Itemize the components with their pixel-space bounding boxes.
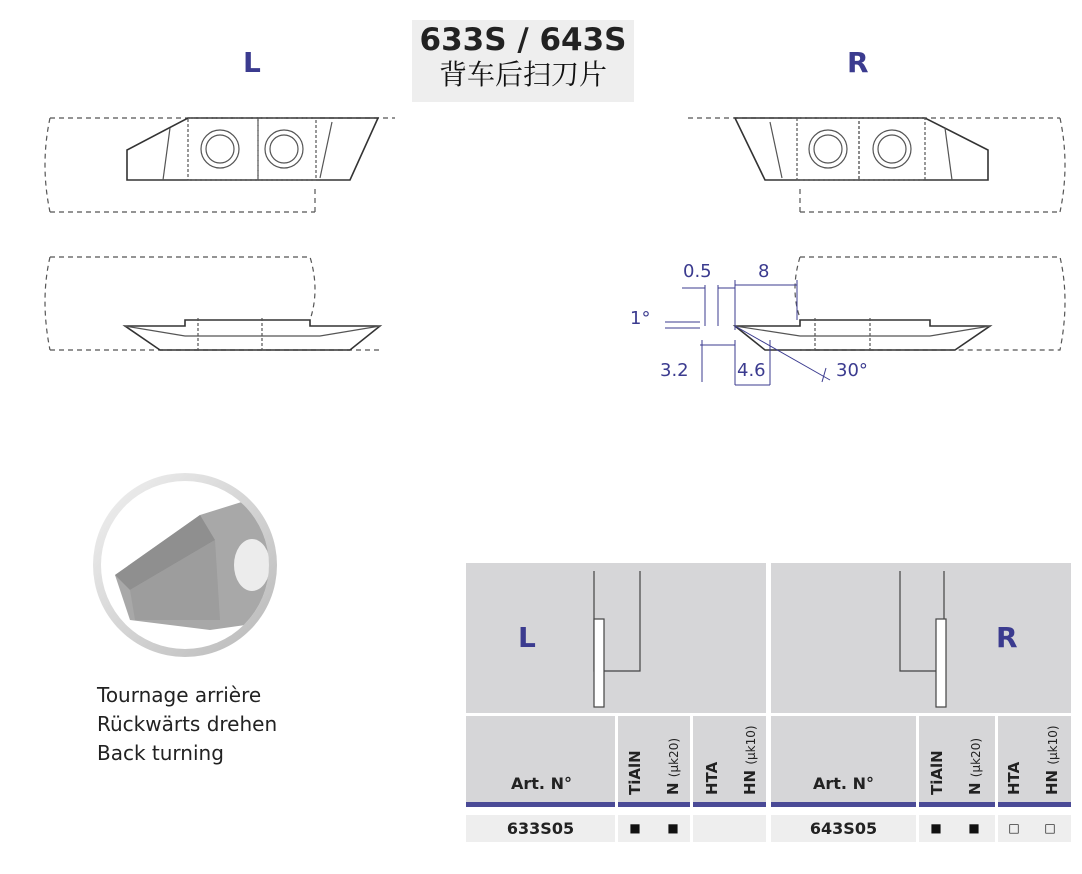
right-art-label: Art. N°: [813, 774, 874, 793]
left-table-hand-label: L: [518, 621, 536, 654]
left-mark-n: ■: [667, 821, 679, 835]
right-table-hand-label: R: [996, 621, 1018, 654]
product-title: 633S / 643S: [419, 22, 627, 58]
description-en: Back turning: [97, 741, 224, 765]
left-row-coated: [618, 815, 690, 842]
right-art-bar: [771, 802, 916, 807]
left-col-hta: HTA: [703, 761, 721, 795]
right-mark-hn: □: [1044, 821, 1056, 835]
product-subtitle: 背车后扫刀片: [438, 58, 607, 91]
left-row-art: [466, 815, 615, 842]
right-row-coated: [919, 815, 995, 842]
right-art-number: 643S05: [809, 819, 878, 838]
right-coated-bar: [919, 802, 995, 807]
left-hand-label: L: [243, 46, 261, 79]
right-mark-tialn: ■: [930, 821, 942, 835]
left-insert-top-view: [45, 118, 395, 212]
dim-0-5: 0.5: [683, 261, 712, 282]
right-row-art: [771, 815, 916, 842]
left-art-bar: [466, 802, 615, 807]
right-hand-label: R: [847, 46, 869, 79]
right-table-image-panel: [771, 563, 1071, 713]
right-col-n: N (μk20): [966, 737, 984, 795]
dim-8: 8: [758, 261, 770, 282]
left-art-header: [466, 716, 615, 802]
dim-4-6: 4.6: [737, 360, 766, 381]
left-col-n: N (μk20): [664, 737, 682, 795]
right-mark-hta: □: [1008, 821, 1020, 835]
left-col-hn: HN (μk10): [741, 725, 759, 795]
right-mark-n: ■: [968, 821, 980, 835]
left-table-image-panel: [466, 563, 766, 713]
left-mark-tialn: ■: [629, 821, 641, 835]
dim-angle-30: 30°: [836, 360, 868, 381]
left-uncoated-bar: [693, 802, 766, 807]
left-art-label: Art. N°: [511, 774, 572, 793]
dim-angle-1: 1°: [630, 308, 651, 329]
description-fr: Tournage arrière: [97, 683, 262, 707]
left-row-uncoated: [693, 815, 766, 842]
left-insert-side-view: [45, 257, 380, 350]
right-col-hta: HTA: [1005, 761, 1023, 795]
left-art-number: 633S05: [506, 819, 575, 838]
description: [97, 681, 277, 768]
right-row-uncoated: [998, 815, 1071, 842]
left-coated-bar: [618, 802, 690, 807]
technical-drawing: [0, 0, 1082, 430]
right-col-tialn: TiAlN: [928, 750, 946, 795]
insert-detail-image: [90, 470, 280, 660]
right-col-hn: HN (μk10): [1043, 725, 1061, 795]
right-insert-side-view: [735, 257, 1065, 350]
right-art-header: [771, 716, 916, 802]
right-uncoated-bar: [998, 802, 1071, 807]
dim-3-2: 3.2: [660, 360, 689, 381]
right-tool-sketch: [896, 571, 956, 711]
right-insert-top-view: [688, 118, 1065, 212]
left-tool-sketch: [586, 571, 646, 711]
description-de: Rückwärts drehen: [97, 712, 278, 736]
left-col-tialn: TiAlN: [626, 750, 644, 795]
